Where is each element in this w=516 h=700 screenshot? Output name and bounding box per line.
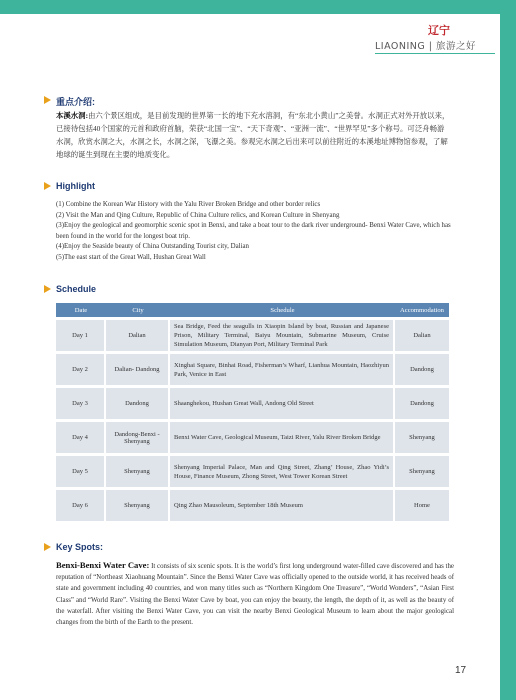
logo-mark: 辽宁 bbox=[428, 24, 450, 37]
cell-accommodation: Home bbox=[395, 490, 449, 521]
header-logo bbox=[375, 22, 495, 54]
cell-schedule: Qing Zhao Mausoleum, September 18th Museum bbox=[170, 490, 395, 521]
cell-city: Dalian bbox=[106, 320, 170, 351]
highlight-item: (4)Enjoy the Seaside beauty of China Outstanding Tourist city, Dalian bbox=[56, 243, 249, 250]
header-schedule: Schedule bbox=[170, 303, 395, 317]
highlight-item: (2) Visit the Man and Qing Culture, Republic of China Culture relics, and Korean Culture in Shenyang bbox=[56, 211, 340, 219]
cell-city: Shenyang bbox=[106, 490, 170, 521]
cell-accommodation: Shenyang bbox=[395, 422, 449, 453]
header-accommodation: Accommodation bbox=[395, 303, 449, 317]
cell-schedule: Shenyang Imperial Palace, Man and Qing Street, Zhang’ House, Zhao Yidi’s House, Finance Museum, Zhong Street, West Tower Korean Street bbox=[170, 456, 395, 487]
table-row bbox=[56, 320, 449, 351]
table-row bbox=[56, 490, 449, 521]
intro-heading: 重点介绍: bbox=[44, 95, 95, 108]
logo-underline bbox=[375, 53, 495, 54]
cell-schedule: Xinghai Square, Binhai Road, Fisherman’s Wharf, Lianhua Mountain, Haozhiyun Park, Venice in East bbox=[170, 354, 395, 385]
page-number: 17 bbox=[455, 665, 467, 676]
cell-day: Day 2 bbox=[56, 354, 106, 385]
cell-city: Dandong bbox=[106, 388, 170, 419]
cell-day: Day 4 bbox=[56, 422, 106, 453]
table-row bbox=[56, 388, 449, 419]
cell-day: Day 5 bbox=[56, 456, 106, 487]
logo-text: LIAONING | 旅游之好 bbox=[375, 41, 477, 52]
key-spots-lead: Benxi-Benxi Water Cave: bbox=[56, 560, 150, 570]
header-date: Date bbox=[56, 303, 106, 317]
highlight-item: (3)Enjoy the geological and geomorphic scenic spot in Benxi, and take a boat tour to the dark river underground- Benxi Water Cave, which has been found in the world for the longest boat trip. bbox=[56, 222, 451, 240]
schedule-heading: Schedule bbox=[44, 284, 96, 294]
key-spots-heading: Key Spots: bbox=[44, 542, 103, 552]
key-spots-paragraph bbox=[56, 560, 454, 628]
cell-day: Day 3 bbox=[56, 388, 106, 419]
triangle-bullet-icon bbox=[44, 96, 51, 104]
cell-day: Day 6 bbox=[56, 490, 106, 521]
cell-schedule: Sea Bridge, Feed the seagulls in Xiaopin Island by boat, Russian and Japanese Prison, Military Terminal, Baiyu Mountain, Submarine Museum, Cruise Simulation Museum, Dianyan Port, Military Terminal Park bbox=[170, 320, 395, 351]
key-spots-body: It consists of six scenic spots. It is the world’s first long underground water-filled cave discovered and has the reputation of “Northeast Xiaohuang Mountain”. Since the Benxi Water Cave was officially opened to the outside world, it has received heads of state and government including 40 countries, and won many titles such as “Northern Kingdom One Treasure”, “World Wonders”, “Asian First Class” and “World Rare”. Visiting the Benxi Water Cave by boat, you can enjoy the beauty, the length, the depth of it, as well as the beauty of the waterfall. After visiting the Benxi Water Cave, you can visit the nearby Benxi Geological Museum to learn about the major geological changes from the birth of the Earth to the present. bbox=[56, 563, 454, 627]
top-accent-bar bbox=[0, 0, 516, 14]
highlight-item: (1) Combine the Korean War History with the Yalu River Broken Bridge and other border relics bbox=[56, 201, 321, 208]
cell-schedule: Shaanghekou, Hushan Great Wall, Andong Old Street bbox=[170, 388, 395, 419]
table-row bbox=[56, 456, 449, 487]
header-city: City bbox=[106, 303, 170, 317]
cell-schedule: Benxi Water Cave, Geological Museum, Taizi River, Yalu River Broken Bridge bbox=[170, 422, 395, 453]
table-row bbox=[56, 422, 449, 453]
cell-accommodation: Dandong bbox=[395, 354, 449, 385]
triangle-bullet-icon bbox=[44, 182, 51, 190]
cell-accommodation: Dandong bbox=[395, 388, 449, 419]
intro-lead: 本溪水洞: bbox=[56, 111, 89, 120]
cell-day: Day 1 bbox=[56, 320, 106, 351]
intro-paragraph bbox=[56, 109, 451, 161]
schedule-table bbox=[56, 300, 449, 524]
triangle-bullet-icon bbox=[44, 543, 51, 551]
highlight-item: (5)The east start of the Great Wall, Hushan Great Wall bbox=[56, 253, 206, 261]
highlight-heading: Highlight bbox=[44, 181, 95, 191]
table-row bbox=[56, 354, 449, 385]
triangle-bullet-icon bbox=[44, 285, 51, 293]
intro-body: 由六个景区组成，是目前发现的世界第一长的地下充水溶洞，有“东北小黄山”之美誉。水洞正式对外开放以来，已接待包括40个国家的元首和政府首脑，荣获“北国一宝”、“天下奇观”、“亚洲一流”、“世界罕见”多个称号。可泛舟畅游水洞，欣赏水洞之大，水洞之长，水洞之深，飞瀑之美。参观完水洞之后出来可以前往附近的本溪地址博物馆参观，了解地球的诞生到现在主要的地质变化。 bbox=[56, 111, 450, 159]
cell-city: Dandong-Benxi - Shenyang bbox=[106, 422, 170, 453]
cell-accommodation: Dalian bbox=[395, 320, 449, 351]
cell-accommodation: Shenyang bbox=[395, 456, 449, 487]
cell-city: Shenyang bbox=[106, 456, 170, 487]
cell-city: Dalian- Dandong bbox=[106, 354, 170, 385]
highlight-list bbox=[56, 200, 456, 263]
schedule-header-row bbox=[56, 303, 449, 317]
side-accent-bar bbox=[500, 0, 516, 700]
